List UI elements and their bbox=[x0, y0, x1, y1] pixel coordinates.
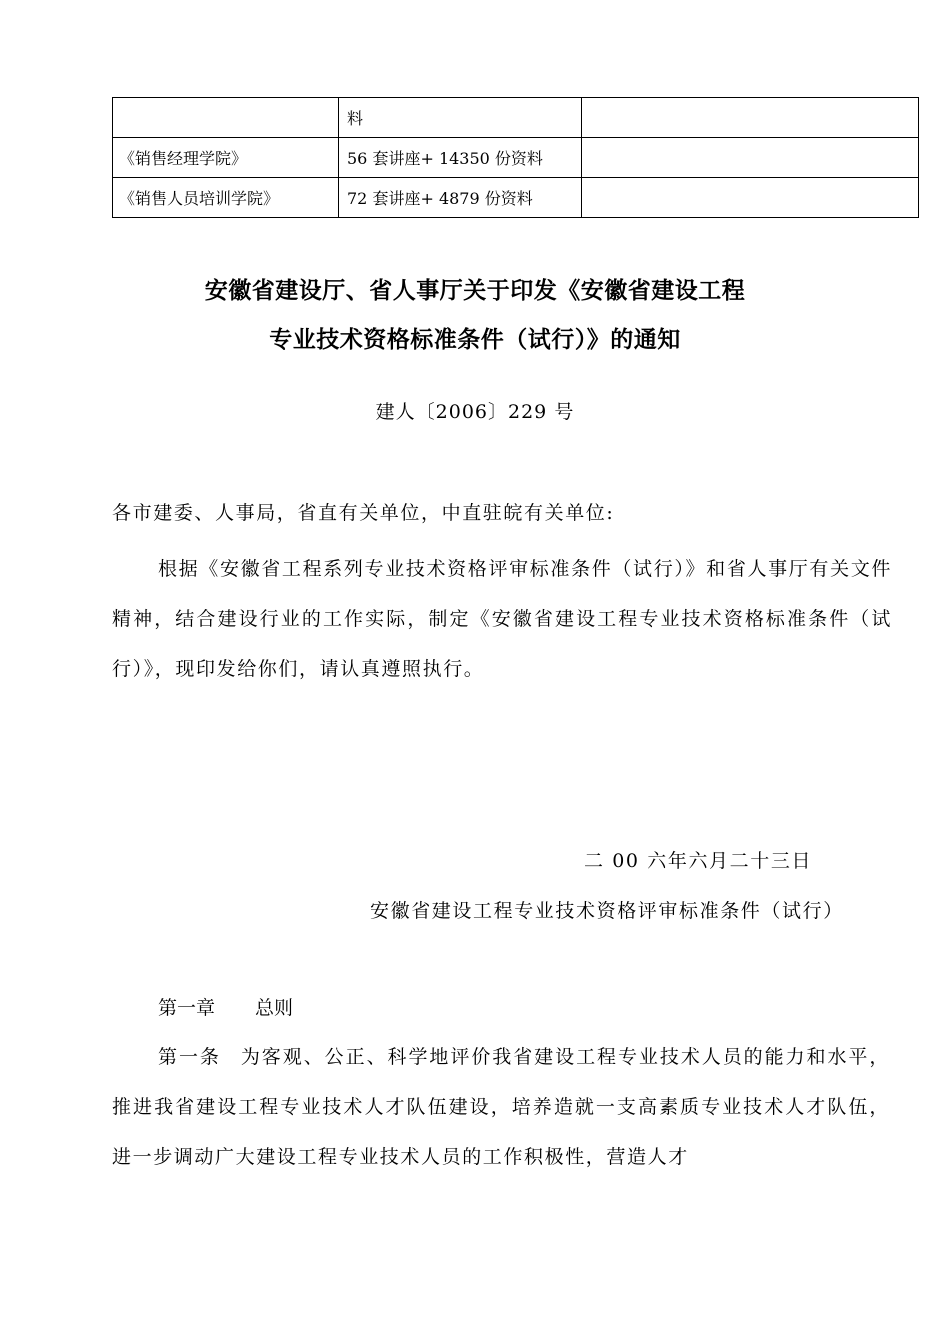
notice-title-line-1: 安徽省建设厅、省人事厅关于印发《安徽省建设工程 bbox=[204, 278, 746, 304]
table-row bbox=[113, 178, 919, 218]
table-cell-extra bbox=[582, 138, 919, 178]
table-cell-extra bbox=[582, 98, 919, 138]
article-paragraph bbox=[112, 1032, 890, 1182]
table-cell-name: 《销售经理学院》 bbox=[113, 138, 339, 178]
article-number: 第一条 bbox=[158, 1046, 221, 1068]
chapter-title: 总则 bbox=[255, 997, 294, 1019]
chapter-number: 第一章 bbox=[158, 997, 216, 1019]
resource-table bbox=[112, 97, 919, 218]
table-cell-name: 《销售人员培训学院》 bbox=[113, 178, 339, 218]
table-cell-content: 72 套讲座+ 4879 份资料 bbox=[339, 178, 582, 218]
table-row bbox=[113, 98, 919, 138]
table-cell-name bbox=[113, 98, 339, 138]
article-text: 为客观、公正、科学地评价我省建设工程专业技术人员的能力和水平，推进我省建设工程专业技术人才队伍建设，培养造就一支高素质专业技术人才队伍，进一步调动广大建设工程专业技术人员的工作积极性，营造人才 bbox=[112, 1046, 890, 1168]
table-cell-content: 56 套讲座+ 14350 份资料 bbox=[339, 138, 582, 178]
standard-title: 安徽省建设工程专业技术资格评审标准条件（试行） bbox=[370, 900, 844, 922]
document-number: 建人〔2006〕229 号 bbox=[375, 401, 575, 423]
table-row bbox=[113, 138, 919, 178]
table-cell-extra bbox=[582, 178, 919, 218]
notice-body-paragraph: 根据《安徽省工程系列专业技术资格评审标准条件（试行）》和省人事厅有关文件精神，结合建设行业的工作实际，制定《安徽省建设工程专业技术资格标准条件（试行）》，现印发给你们，请认真遵照执行。 bbox=[112, 558, 892, 680]
issue-date: 二 00 六年六月二十三日 bbox=[584, 850, 813, 872]
notice-title-line-2: 专业技术资格标准条件（试行）》的通知 bbox=[269, 327, 681, 353]
addressee-line: 各市建委、人事局，省直有关单位，中直驻皖有关单位: bbox=[112, 502, 615, 524]
table-cell-content: 料 bbox=[339, 98, 582, 138]
chapter-heading bbox=[158, 993, 293, 1020]
